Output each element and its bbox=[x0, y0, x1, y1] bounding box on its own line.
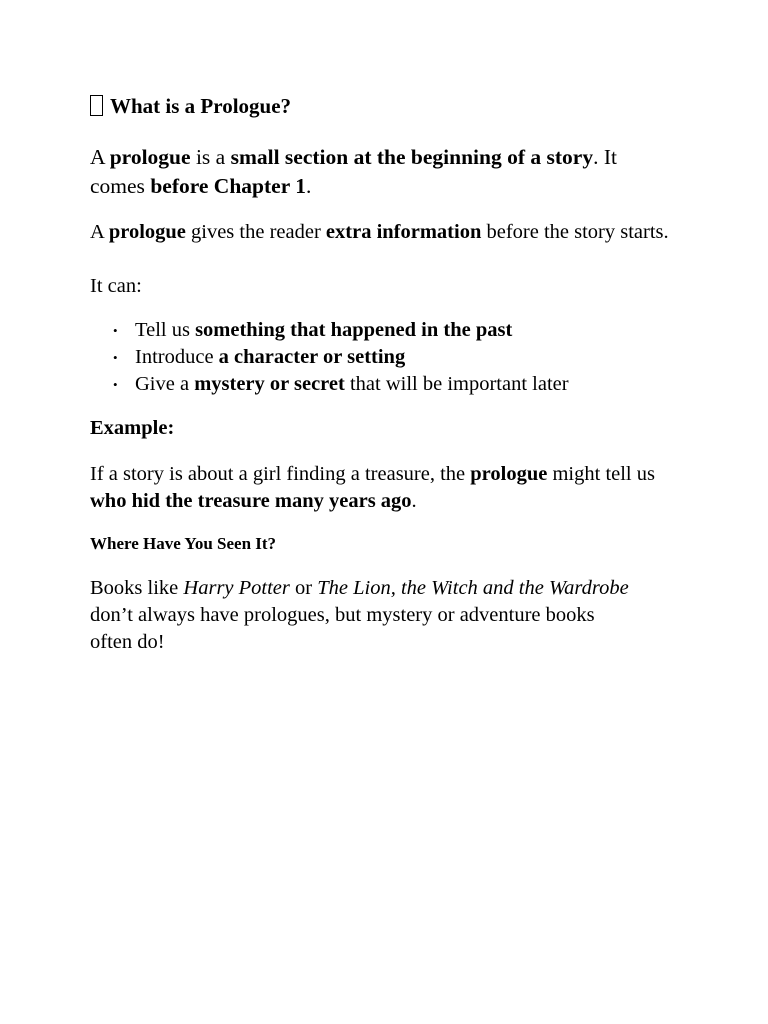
it-can-line: It can: bbox=[90, 275, 142, 297]
text-run: before the story starts. bbox=[481, 221, 669, 243]
text-run: or bbox=[289, 577, 318, 599]
bold-phrase: small section at the beginning of a story bbox=[230, 145, 594, 169]
bold-term: prologue bbox=[109, 145, 191, 169]
subheading: Where Have You Seen It? bbox=[90, 534, 277, 553]
bullet-icon: • bbox=[113, 350, 118, 365]
text-run: might tell us bbox=[547, 463, 655, 485]
bold-phrase: who hid the treasure many years ago bbox=[90, 490, 412, 512]
text-run: . bbox=[411, 490, 417, 512]
bold-phrase: before Chapter 1 bbox=[150, 174, 306, 198]
bold-term: prologue bbox=[470, 463, 548, 485]
text-run: is a bbox=[190, 145, 231, 169]
text-run: don’t always have prologues, but mystery or adventure books often do! bbox=[90, 604, 595, 653]
bullet-icon: • bbox=[113, 377, 118, 392]
text-run: that will be important later bbox=[344, 373, 569, 395]
text-run: Books like bbox=[90, 577, 184, 599]
text-run: A bbox=[90, 145, 110, 169]
text-run: Introduce bbox=[135, 346, 219, 368]
book-title: Harry Potter bbox=[183, 577, 290, 599]
definition-paragraph bbox=[90, 143, 650, 201]
text-run: Tell us bbox=[135, 319, 196, 341]
book-icon bbox=[90, 95, 103, 116]
bold-term: prologue bbox=[108, 221, 186, 243]
text-run: Give a bbox=[135, 373, 195, 395]
book-title: The Lion, the Witch and the Wardrobe bbox=[317, 577, 629, 599]
example-paragraph bbox=[90, 461, 690, 515]
list-item bbox=[90, 344, 569, 371]
example-label: Example: bbox=[90, 417, 175, 439]
info-paragraph bbox=[90, 219, 690, 246]
text-run: . It comes bbox=[90, 145, 617, 198]
text-run: A bbox=[90, 221, 109, 243]
list-item bbox=[90, 371, 569, 398]
list-item bbox=[90, 317, 569, 344]
heading-text: What is a Prologue? bbox=[110, 94, 292, 118]
bullet-icon: • bbox=[113, 323, 118, 338]
text-run: If a story is about a girl finding a treasure, the bbox=[90, 463, 471, 485]
closing-paragraph bbox=[90, 575, 630, 656]
bold-phrase: mystery or secret bbox=[194, 373, 345, 395]
bold-phrase: something that happened in the past bbox=[195, 319, 513, 341]
section-heading bbox=[90, 94, 291, 119]
text-run: . bbox=[305, 174, 312, 198]
text-run: gives the reader bbox=[185, 221, 326, 243]
bold-phrase: extra information bbox=[325, 221, 482, 243]
bullet-list bbox=[90, 317, 569, 398]
bold-phrase: a character or setting bbox=[218, 346, 406, 368]
